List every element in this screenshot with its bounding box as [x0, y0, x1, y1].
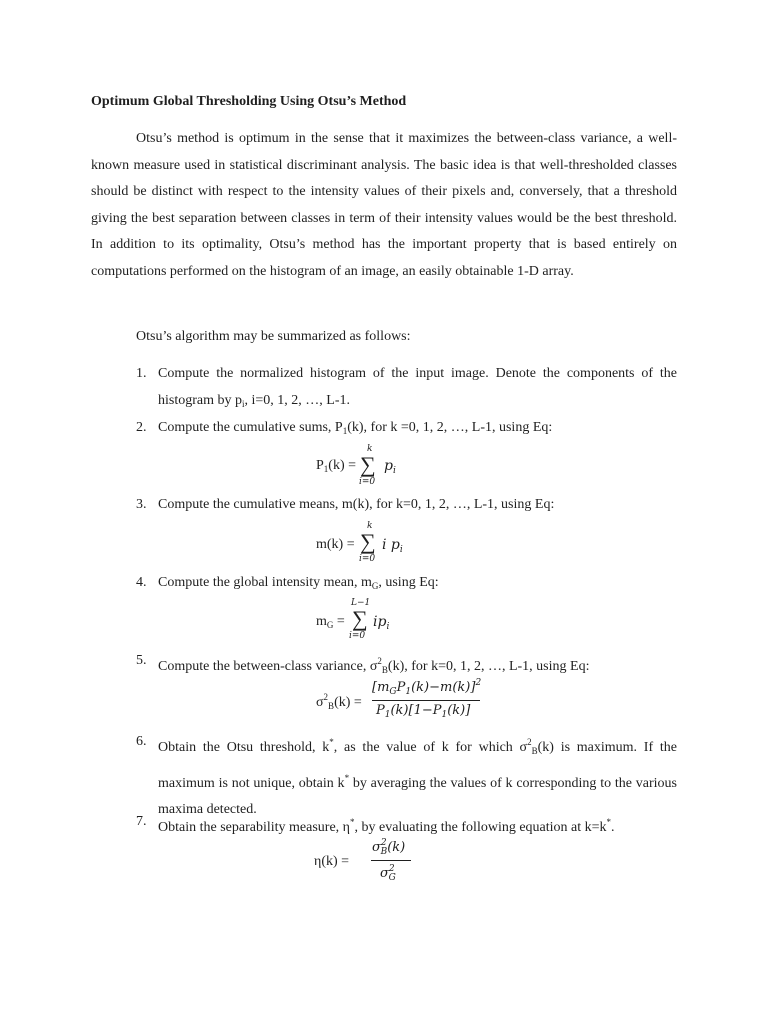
equation-between-class-variance: $\sigma^2_B(k)$ = $[m_GP_1(k)-m(k)]^2$ $P_1(k)[1-P_1(k)]$ [316, 678, 482, 720]
summary-intro: Otsu’s algorithm may be summarized as follows: [136, 329, 411, 344]
step-4-text: Compute the global intensity mean, $m_G$, using Eq: [158, 575, 439, 591]
equation-cumulative-mean: m(k) = k ∑ i=0 i $p_i$ [316, 521, 403, 564]
step-2-text: Compute the cumulative sums, $P_1(k)$, for k =0, 1, 2, …, L-1, using Eq: [158, 420, 553, 436]
step-number-6: 6. [136, 734, 147, 749]
equation-global-mean: $m_G$ = L−1 ∑ i=0 $ip_i$ [316, 598, 390, 641]
intro-paragraph: Otsu’s method is optimum in the sense that it maximizes the between-class variance, a well-known measure used in statistical discriminant analysis. The basic idea is that well-thresholded classes should be distinct with respect to the intensity values of their pixels and, conversely, that a threshold giving the best separation between classes in term of their intensity values would be the best threshold. In addition to its optimality, Otsu’s method has the important property that is based entirely on computations performed on the histogram of an image, an easily obtainable 1-D array. [91, 131, 677, 279]
step-5-text: Compute the between-class variance, $\sigma^2_B(k)$, for k=0, 1, 2, …, L-1, using Eq: [158, 656, 590, 675]
step-number-3: 3. [136, 497, 147, 512]
fraction-bar [372, 700, 480, 701]
step-7-text: Obtain the separability measure, η*, by evaluating the following equation at k=k*. [158, 817, 615, 835]
step-number-2: 2. [136, 420, 147, 435]
document-title: Optimum Global Thresholding Using Otsu’s Method [91, 94, 407, 109]
step-3-text: Compute the cumulative means, m(k), for k=0, 1, 2, …, L-1, using Eq: [158, 497, 555, 512]
step-6-text: Obtain the Otsu threshold, k*, as the value of k for which $\sigma^2_B(k)$ is maximum. If the maximum is not unique, obtain k* by averaging the values of k corresponding to the various maxima detected. [158, 737, 677, 817]
fraction-bar [371, 860, 411, 861]
equation-cumulative-sum: $P_1(k)$ = k ∑ i=0 $p_i$ [316, 444, 396, 487]
step-number-5: 5. [136, 653, 147, 668]
step-number-1: 1. [136, 366, 147, 381]
step-number-4: 4. [136, 575, 147, 590]
step-number-7: 7. [136, 814, 147, 829]
step-1-text: Compute the normalized histogram of the input image. Denote the components of the histogram by $p_i$, i=0, 1, 2, …, L-1. [158, 366, 677, 409]
equation-separability-measure: η(k) = $\sigma^2_B(k)$ $\sigma^2_G$ [314, 838, 404, 884]
